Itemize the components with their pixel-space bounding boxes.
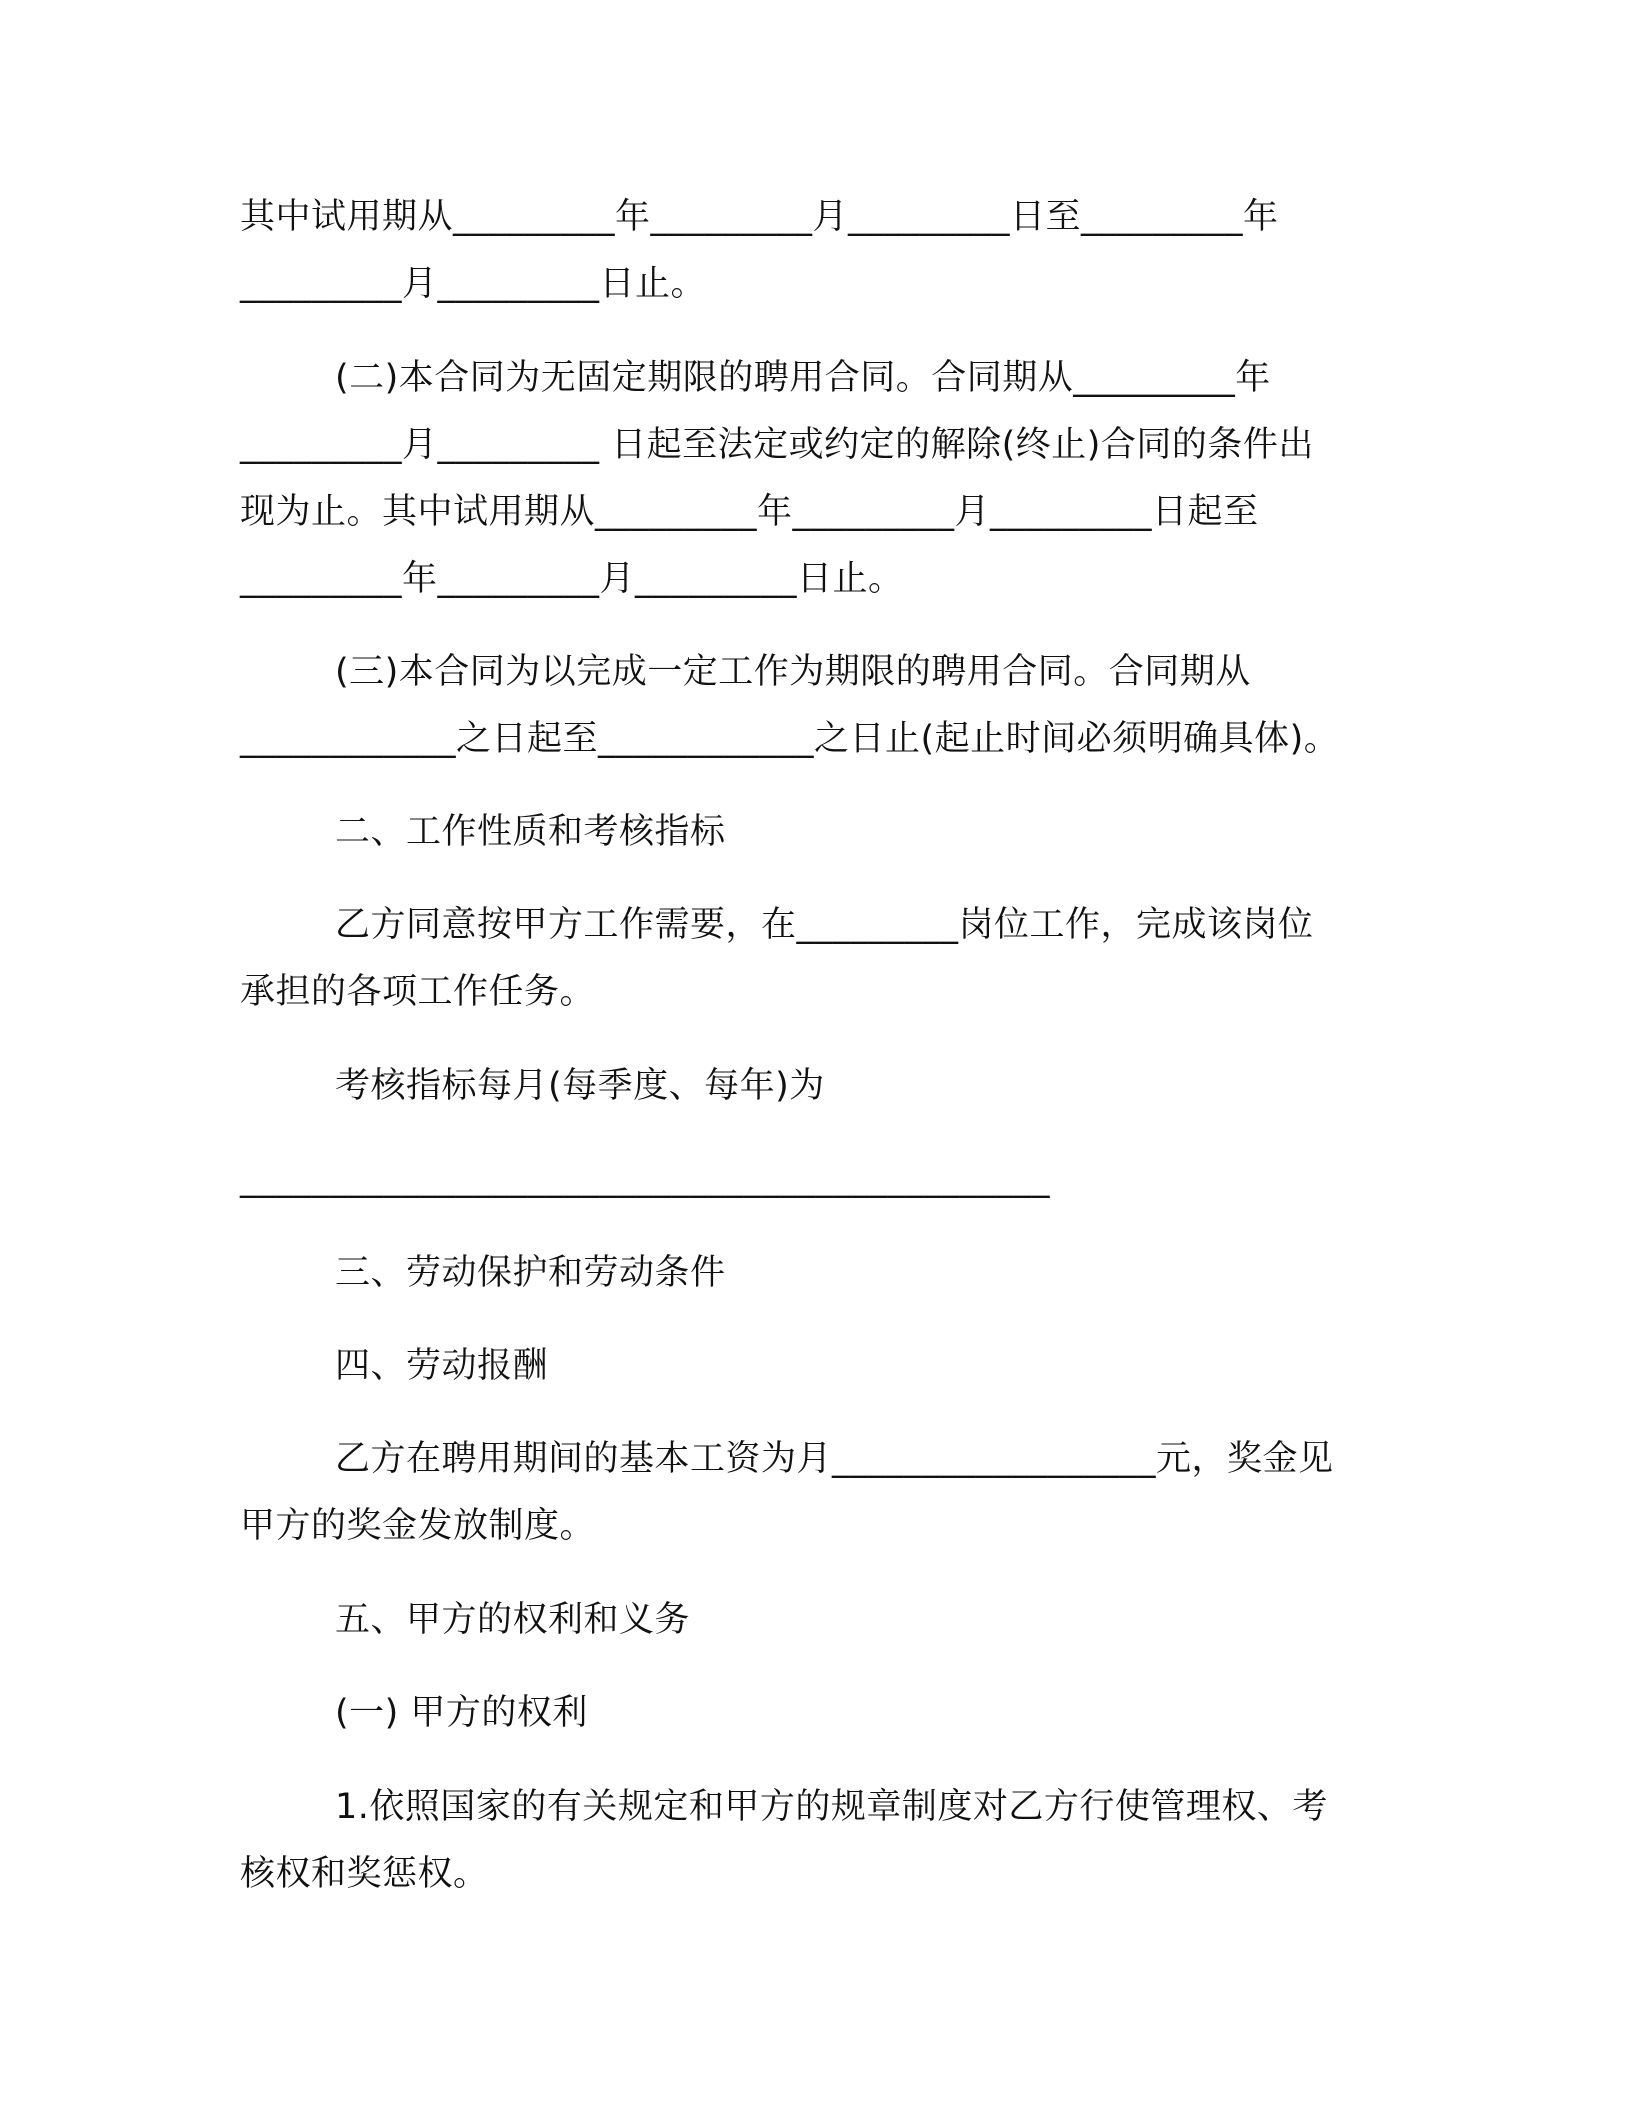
- paragraph-line: ____________之日起至____________之日止(起止时间必须明确具体)。: [240, 719, 1340, 759]
- paragraph-line: 核权和奖惩权。: [240, 1854, 489, 1894]
- paragraph-line: 乙方在聘用期间的基本工资为月__________________元，奖金见: [335, 1439, 1334, 1479]
- section-heading: 四、劳动报酬: [335, 1346, 549, 1386]
- section-heading: 五、甲方的权利和义务: [335, 1600, 691, 1640]
- paragraph-line: 其中试用期从_________年_________月_________日至_________年: [240, 197, 1279, 237]
- section-heading: 二、工作性质和考核指标: [335, 812, 726, 852]
- paragraph-line: 乙方同意按甲方工作需要，在_________岗位工作，完成该岗位: [335, 905, 1314, 945]
- paragraph-line: 甲方的奖金发放制度。: [240, 1506, 596, 1546]
- paragraph-line: (二)本合同为无固定期限的聘用合同。合同期从_________年: [335, 358, 1271, 398]
- paragraph-line: 1.依照国家的有关规定和甲方的规章制度对乙方行使管理权、考: [335, 1787, 1328, 1827]
- paragraph-line: 现为止。其中试用期从_________年_________月_________日起至: [240, 492, 1259, 532]
- paragraph-line: 考核指标每月(每季度、每年)为: [335, 1066, 825, 1106]
- paragraph-line: _________月_________日止。: [240, 264, 707, 304]
- subsection-heading: (一) 甲方的权利: [335, 1693, 588, 1733]
- paragraph-line: _________月_________ 日起至法定或约定的解除(终止)合同的条件出: [240, 425, 1314, 465]
- paragraph-line: _________年_________月_________日止。: [240, 559, 904, 599]
- paragraph-line: (三)本合同为以完成一定工作为期限的聘用合同。合同期从: [335, 652, 1251, 692]
- blank-fill-line: _____________________________________________: [240, 1159, 1050, 1199]
- paragraph-line: 承担的各项工作任务。: [240, 972, 596, 1012]
- section-heading: 三、劳动保护和劳动条件: [335, 1253, 726, 1293]
